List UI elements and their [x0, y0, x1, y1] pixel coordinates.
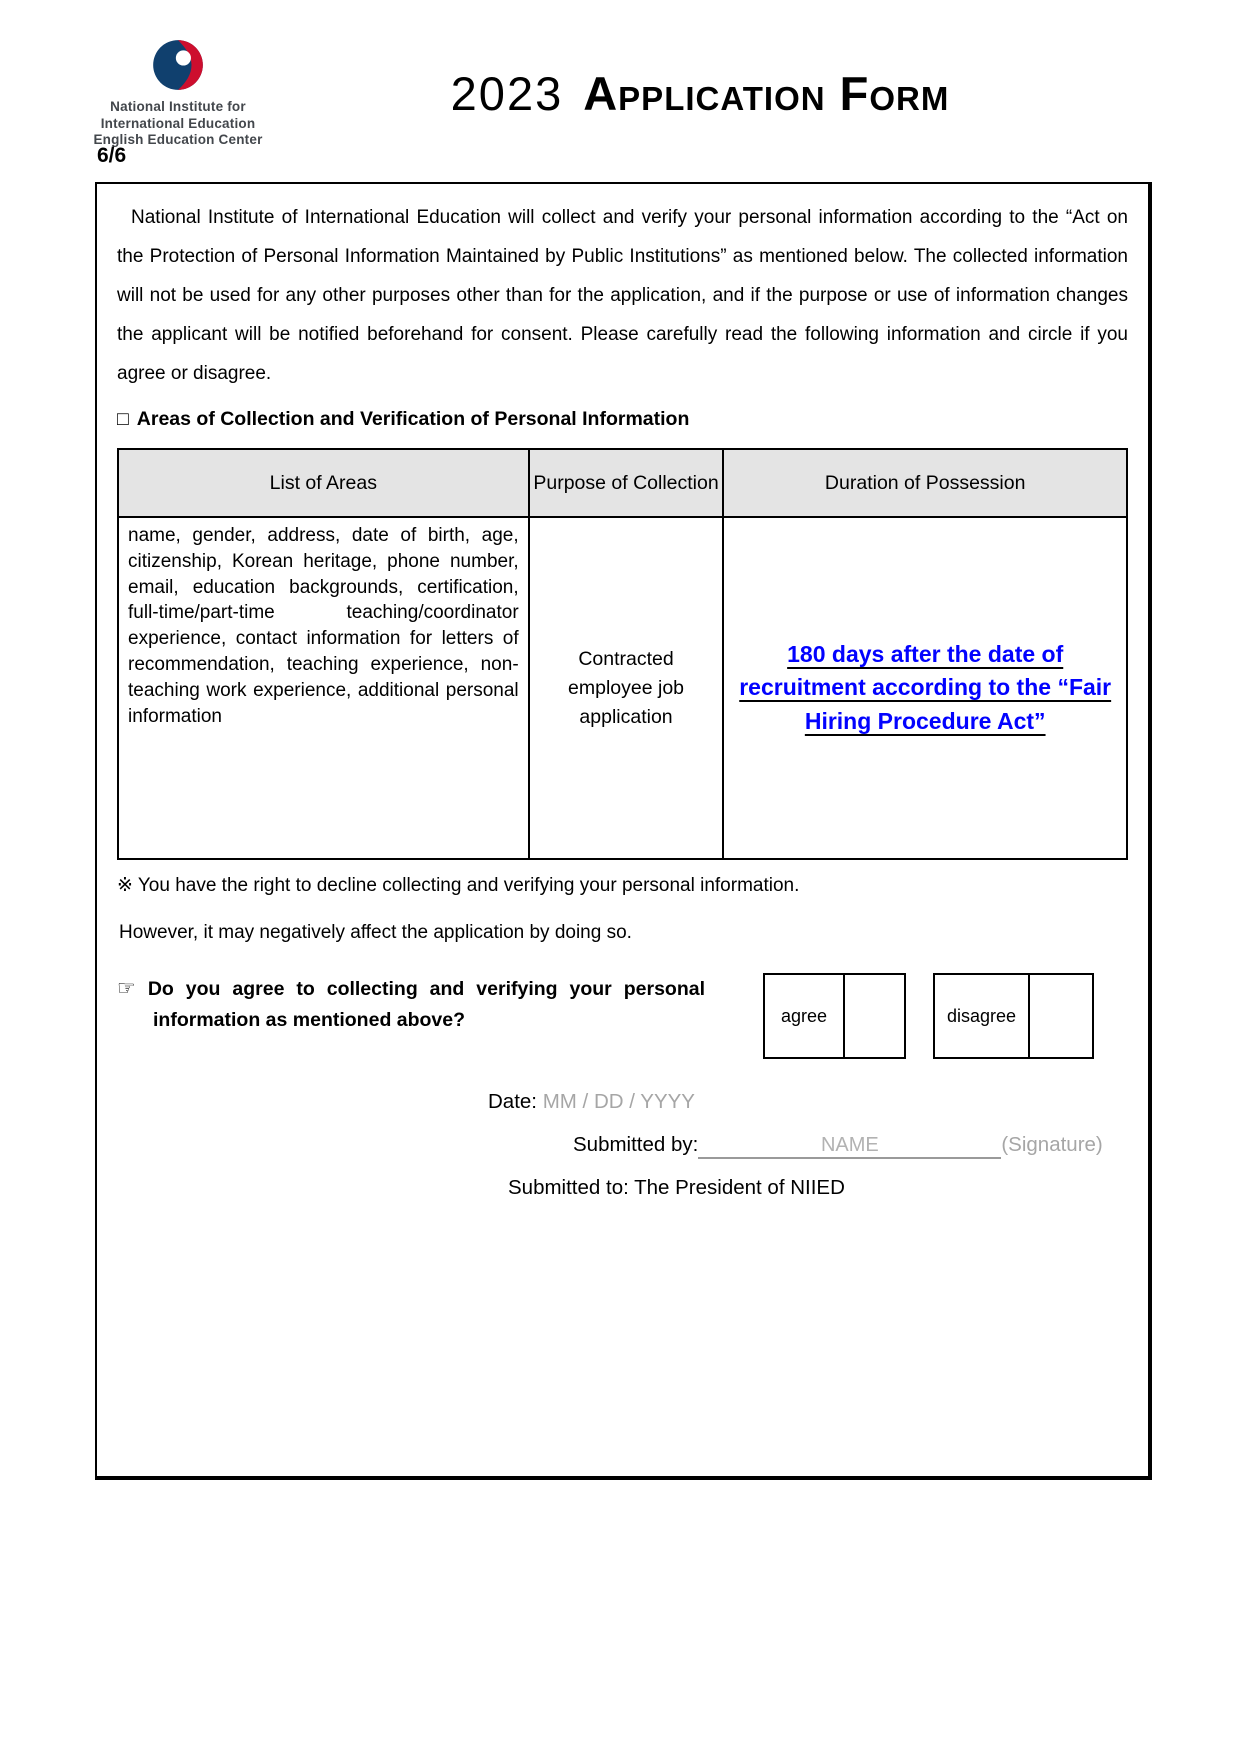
agree-choice-box[interactable] — [763, 973, 906, 1059]
signature-label: (Signature) — [1001, 1133, 1103, 1156]
negative-effect-note: However, it may negatively affect the application by doing so. — [119, 922, 632, 943]
cell-purpose: Contracted employee job application — [529, 517, 724, 859]
page-number: 6/6 — [97, 144, 127, 167]
section-heading — [117, 408, 1128, 431]
title-main: Application Form — [583, 67, 950, 120]
cell-duration — [723, 517, 1127, 859]
org-name — [88, 99, 268, 149]
title-year: 2023 — [450, 67, 564, 120]
duration-highlight-text: 180 days after the date of recruitment according to the “Fair Hiring Procedure Act” — [739, 640, 1112, 734]
privacy-consent-section — [95, 182, 1152, 1480]
consent-question-row — [117, 973, 1128, 1059]
pointing-hand-icon: ☞ — [117, 977, 136, 1000]
date-line — [488, 1090, 1128, 1114]
agree-label-cell[interactable]: agree — [765, 975, 845, 1057]
privacy-notice-paragraph: National Institute of International Education will collect and verify your personal information according to the “Act on the Protection of Personal Information Maintained by Public Institutions” as mentioned below. The collected information will not be used for any other purposes other than for the application, and if the purpose or use of information changes the applicant will be notified beforehand for consent. Please carefully read the following information and circle if you agree or disagree. — [117, 207, 1128, 384]
disagree-choice-box[interactable] — [933, 973, 1094, 1059]
section-heading-text: Areas of Collection and Verification of Personal Information — [136, 408, 690, 430]
date-label: Date: — [488, 1090, 537, 1113]
table-row — [118, 517, 1127, 859]
table-header-row — [118, 449, 1127, 517]
square-bullet-icon: □ — [117, 408, 129, 430]
header-list-of-areas: List of Areas — [118, 449, 529, 517]
page-title — [330, 66, 1070, 121]
org-name-line3: English Education Center — [93, 132, 263, 147]
consent-question-text: Do you agree to collecting and verifying your personal information as mentioned above? — [147, 978, 705, 1031]
date-placeholder-field[interactable]: MM / DD / YYYY — [542, 1090, 695, 1113]
agree-mark-cell[interactable] — [845, 975, 904, 1057]
disagree-mark-cell[interactable] — [1030, 975, 1092, 1057]
niied-logo-block — [88, 38, 268, 149]
name-signature-field[interactable]: NAME — [698, 1134, 1001, 1159]
korean-government-emblem-icon — [151, 38, 205, 92]
org-name-line1: National Institute for — [110, 99, 246, 114]
personal-information-table — [117, 448, 1128, 860]
decline-right-note: ※ You have the right to decline collecting and verifying your personal information. — [117, 875, 800, 896]
submitted-to-line: Submitted to: The President of NIIED — [508, 1176, 845, 1199]
org-name-line2: International Education — [100, 115, 256, 131]
header-duration-of-possession: Duration of Possession — [723, 449, 1127, 517]
submitted-by-line — [573, 1133, 1128, 1159]
cell-list-of-areas: name, gender, address, date of birth, age, citizenship, Korean heritage, phone number, email, education backgrounds, certification, full-time/part-time teaching/coordinator experience, contact information for letters of recommendation, teaching experience, non-teaching work experience, additional personal information — [118, 517, 529, 859]
header-purpose-of-collection: Purpose of Collection — [529, 449, 724, 517]
submitted-by-label: Submitted by: — [573, 1133, 699, 1156]
disagree-label-cell[interactable]: disagree — [935, 975, 1030, 1057]
consent-question — [117, 973, 705, 1036]
